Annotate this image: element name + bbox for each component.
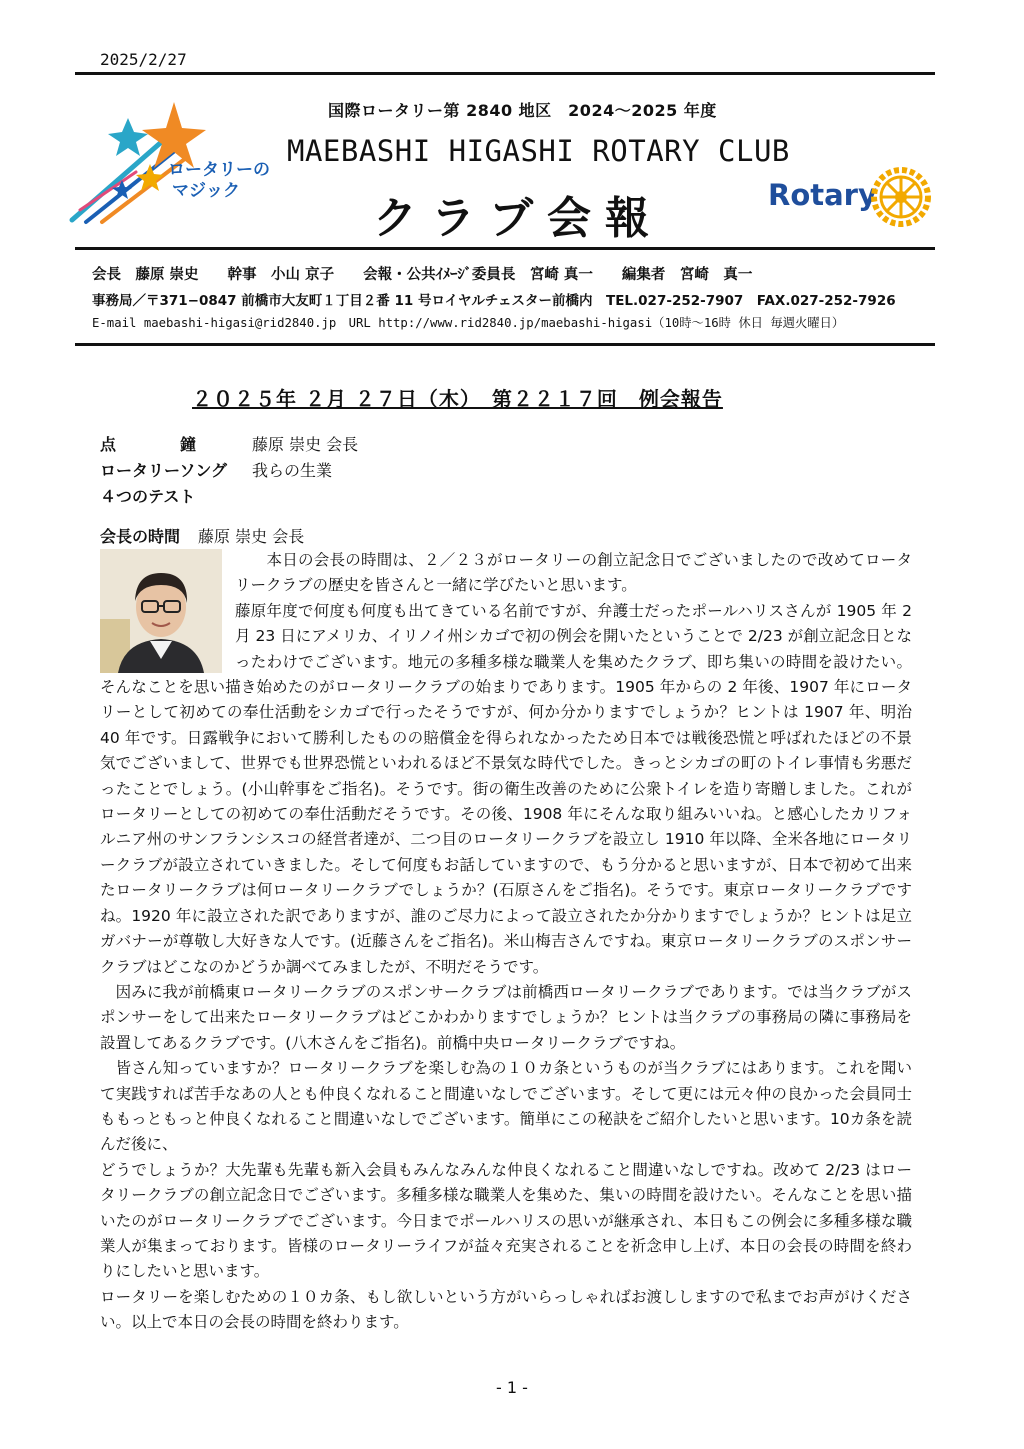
- paragraph-5: どうでしょうか？大先輩も先輩も新入会員もみんなみんな仲良くなれること間違いなしですね。改めて 2/23 はロータリークラブの創立記念日でございます。多種多様な職業人を集めた、集いの時間を設けたい。そんなことを思い描いたのがロータリークラブでございます。今日までポールハリスの思いが継承され、本日もこの例会に多種多様な職業人が集まっております。皆様のロータリーライフが益々充実されることを祈念申し上げ、本日の会長の時間を終わりにしたいと思います。: [100, 1160, 912, 1281]
- contact-rule: [75, 343, 935, 346]
- rotary-wheel-icon: [870, 166, 932, 228]
- logo-caption: [168, 160, 270, 202]
- photo-spacer: [100, 548, 235, 673]
- document-date: 2025/2/27: [100, 50, 187, 69]
- program-value-song: 我らの生業: [252, 461, 333, 480]
- section-heading: 会長の時間: [100, 527, 181, 546]
- section-speaker: 藤原 崇史 会長: [198, 527, 305, 546]
- section-title: [100, 524, 304, 547]
- page-number: - 1 -: [496, 1378, 528, 1397]
- program-label-bell: 点 鐘: [100, 435, 197, 454]
- logo-line-2: マジック: [172, 181, 240, 201]
- program-label-four-way-test: ４つのテスト: [100, 487, 196, 506]
- officers-line: 会長 藤原 崇史 幹事 小山 京子 会報・公共ｲﾒｰｼﾞ委員長 宮崎 真一 編集者 宮崎 真一: [92, 267, 753, 283]
- district-line: 国際ロータリー第 2840 地区 2024～2025 年度: [328, 101, 717, 120]
- contact-line: E-mail maebashi-higasi@rid2840.jp URL http://www.rid2840.jp/maebashi-higasi（10時～16時 休日 毎週火曜日）: [92, 316, 845, 330]
- club-name-en: MAEBASHI HIGASHI ROTARY CLUB: [287, 134, 790, 168]
- paragraph-2: 藤原年度で何度も何度も出てきている名前ですが、弁護士だったポールハリスさんが 1905 年 2 月 23 日にアメリカ、イリノイ州シカゴで初の例会を開いたということで 2/23 が創立記念日となったわけでございます。地元の多種多様な職業人を集めたクラブ、即ち集いの時間を設けたい。そんなことを思い描き始めたのがロータリークラブの始まりであります。1905 年からの 2 年後、1907 年にロータリーとして初めての奉仕活動をシカゴで行ったそうですが、何か分かりますでしょうか？ヒントは 1907 年、明治 40 年です。日露戦争において勝利したものの賠償金を得られなかったため日本では戦後恐慌と呼ばれたほどの不景気でございまして、世界でも世界恐慌といわれるほど不景気な時代でした。きっとシカゴの町のトイレ事情も劣悪だったことでしょう。(小山幹事をご指名)。そうです。街の衛生改善のために公衆トイレを造り寄贈しました。これがロータリーとしての初めての奉仕活動だそうです。その後、1908 年にそんな取り組みいいね。と感心したカリフォルニア州のサンフランシスコの経営者達が、二つ目のロータリークラブを設立し 1910 年以降、全米各地にロータリークラブが設立されていきました。そして何度もお話していますので、もう分かると思いますが、日本で初めて出来たロータリークラブは何ロータリークラブでしょうか？(石原さんをご指名)。そうです。東京ロータリークラブですね。1920 年に設立された訳でありますが、誰のご尽力によって設立されたか分かりますでしょうか？ヒントは足立ガバナーが尊敬し大好きな人です。(近藤さんをご指名)。米山梅吉さんですね。東京ロータリークラブのスポンサークラブはどこなのかどうか調べてみましたが、不明だそうです。: [100, 601, 912, 976]
- header-rule: [75, 247, 935, 250]
- program-label-song: ロータリーソング: [100, 461, 228, 480]
- logo-line-1: ロータリーの: [168, 160, 270, 180]
- program-value-bell: 藤原 崇史 会長: [252, 435, 359, 454]
- president-message: [100, 548, 912, 1336]
- paragraph-4: 皆さん知っていますか？ロータリークラブを楽しむ為の１０カ条というものが当クラブにはあります。これを聞いて実践すれば苦手なあの人とも仲良くなれること間違いなしでございます。そして更には元々仲の良かった会員同士ももっともっと仲良くなれること間違いなしでございます。簡単にこの秘訣をご紹介したいと思います。10カ条を読んだ後に、: [100, 1059, 912, 1154]
- top-rule: [75, 72, 935, 75]
- paragraph-3: 因みに我が前橋東ロータリークラブのスポンサークラブは前橋西ロータリークラブであります。では当クラブがスポンサーをして出来たロータリークラブはどこかわかりますでしょうか？ヒントは当クラブの事務局の隣に事務局を設置してあるクラブです。(八木さんをご指名)。前橋中央ロータリークラブですね。: [100, 982, 912, 1052]
- office-address: 事務局／〒371−0847 前橋市大友町１丁目２番 11 号ロイヤルチェスター前橋内 TEL.027-252-7907 FAX.027-252-7926: [92, 293, 896, 309]
- rotary-wordmark: Rotary: [768, 178, 877, 212]
- newsletter-title: クラブ会報: [373, 193, 663, 244]
- paragraph-1: 本日の会長の時間は、２／２３がロータリーの創立記念日でございましたので改めてロータリークラブの歴史を皆さんと一緒に学びたいと思います。: [235, 551, 912, 595]
- report-title: ２０２５年 ２月 ２７日（木） 第２２１７回 例会報告: [192, 387, 723, 411]
- paragraph-6: ロータリーを楽しむための１０カ条、もし欲しいという方がいらっしゃればお渡ししますので私までお声がけください。以上で本日の会長の時間を終わります。: [100, 1287, 912, 1332]
